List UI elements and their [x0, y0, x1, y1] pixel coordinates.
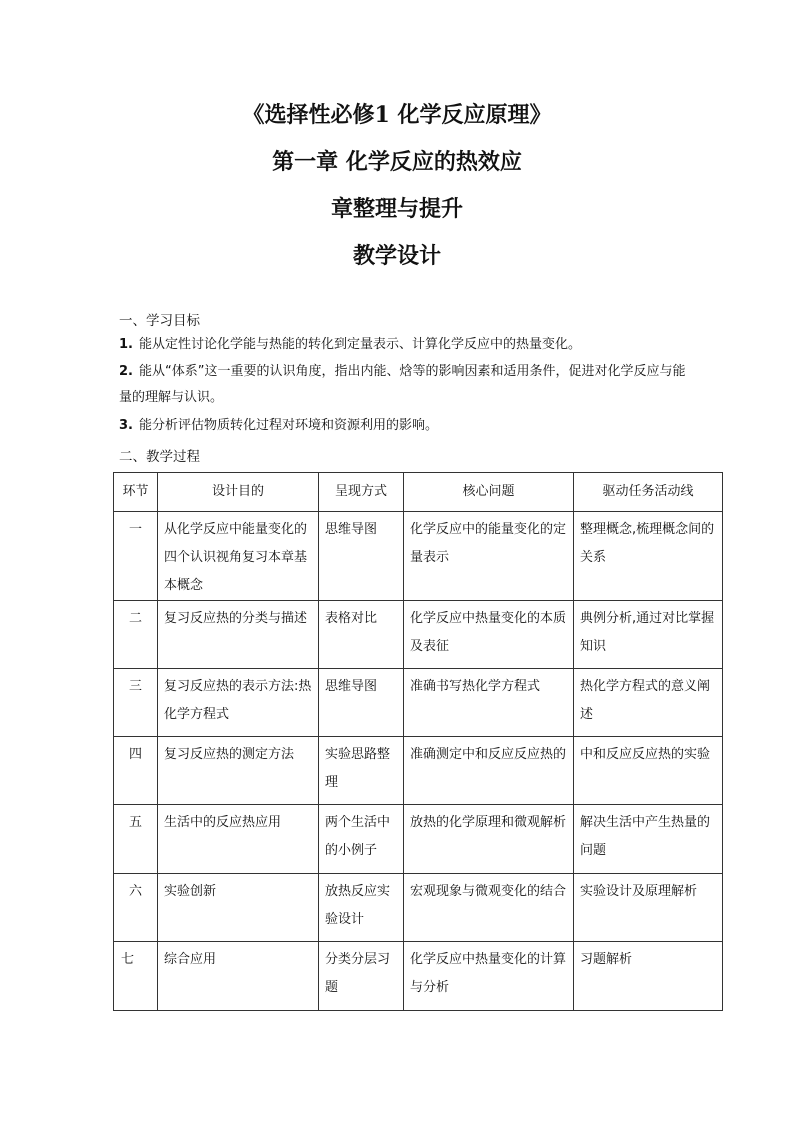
table-cell: 放热的化学原理和微观解析 — [404, 805, 574, 874]
table-cell: 复习反应热的表示方法:热化学方程式 — [158, 669, 319, 737]
section-heading-goals: 一、学习目标 — [119, 313, 200, 329]
chapter-title: 第一章 化学反应的热效应 — [272, 149, 522, 175]
table-cell: 整理概念,梳理概念间的关系 — [574, 512, 723, 601]
table-cell: 中和反应反应热的实验 — [574, 737, 723, 805]
goal-text: 能从定性讨论化学能与热能的转化到定量表示、计算化学反应中的热量变化。 — [138, 337, 581, 352]
table-cell: 典例分析,通过对比掌握知识 — [574, 601, 723, 669]
table-cell: 放热反应实验设计 — [319, 874, 404, 942]
table-row — [114, 601, 723, 669]
title-block — [0, 92, 794, 280]
table-header-row — [114, 473, 723, 512]
table-cell: 综合应用 — [158, 942, 319, 1011]
doc-title: 教学设计 — [352, 243, 441, 269]
table-cell: 三 — [114, 669, 158, 737]
table-row — [114, 737, 723, 805]
goal-number: 1. — [119, 337, 133, 352]
table-cell: 思维导图 — [319, 669, 404, 737]
table-cell: 习题解析 — [574, 942, 723, 1011]
table-cell: 生活中的反应热应用 — [158, 805, 319, 874]
goal-text: 能从“体系”这一重要的认识角度，指出内能、焓等的影响因素和适用条件，促进对化学反应与能量的理解与认识。 — [119, 364, 686, 405]
table-cell: 复习反应热的测定方法 — [158, 737, 319, 805]
book-title: 《选择性必修1 化学反应原理》 — [242, 102, 552, 128]
goal-number: 2. — [119, 364, 133, 379]
table-row — [114, 805, 723, 874]
table-cell: 五 — [114, 805, 158, 874]
table-cell: 准确测定中和反应反应热的 — [404, 737, 574, 805]
table-cell: 二 — [114, 601, 158, 669]
table-cell: 四 — [114, 737, 158, 805]
table-cell: 一 — [114, 512, 158, 601]
header-cell: 环节 — [114, 473, 158, 512]
goal-item — [119, 359, 689, 411]
table-cell: 化学反应中热量变化的本质及表征 — [404, 601, 574, 669]
table-cell: 解决生活中产生热量的问题 — [574, 805, 723, 874]
table-cell: 实验思路整理 — [319, 737, 404, 805]
table-cell: 六 — [114, 874, 158, 942]
goal-item — [119, 413, 689, 439]
section-heading-process: 二、教学过程 — [119, 449, 200, 465]
table-cell: 复习反应热的分类与描述 — [158, 601, 319, 669]
table-cell: 实验创新 — [158, 874, 319, 942]
table-cell: 宏观现象与微观变化的结合 — [404, 874, 574, 942]
table-cell: 表格对比 — [319, 601, 404, 669]
table-cell: 化学反应中的能量变化的定量表示 — [404, 512, 574, 601]
table-row — [114, 942, 723, 1011]
teaching-process-table — [113, 472, 723, 1011]
table-cell: 从化学反应中能量变化的四个认识视角复习本章基本概念 — [158, 512, 319, 601]
table-cell: 准确书写热化学方程式 — [404, 669, 574, 737]
table-cell: 分类分层习题 — [319, 942, 404, 1011]
table-cell: 思维导图 — [319, 512, 404, 601]
table-row — [114, 669, 723, 737]
header-cell: 设计目的 — [158, 473, 319, 512]
header-cell: 呈现方式 — [319, 473, 404, 512]
table-cell: 热化学方程式的意义阐述 — [574, 669, 723, 737]
table-cell: 七 — [114, 942, 158, 1011]
section-title: 章整理与提升 — [330, 196, 463, 222]
table-cell: 两个生活中的小例子 — [319, 805, 404, 874]
header-cell: 核心问题 — [404, 473, 574, 512]
table-cell: 实验设计及原理解析 — [574, 874, 723, 942]
table-row — [114, 874, 723, 942]
table-row — [114, 512, 723, 601]
table-cell: 化学反应中热量变化的计算与分析 — [404, 942, 574, 1011]
header-cell: 驱动任务活动线 — [574, 473, 723, 512]
goal-item — [119, 332, 689, 358]
goal-text: 能分析评估物质转化过程对环境和资源利用的影响。 — [138, 418, 438, 433]
goal-number: 3. — [119, 418, 133, 433]
